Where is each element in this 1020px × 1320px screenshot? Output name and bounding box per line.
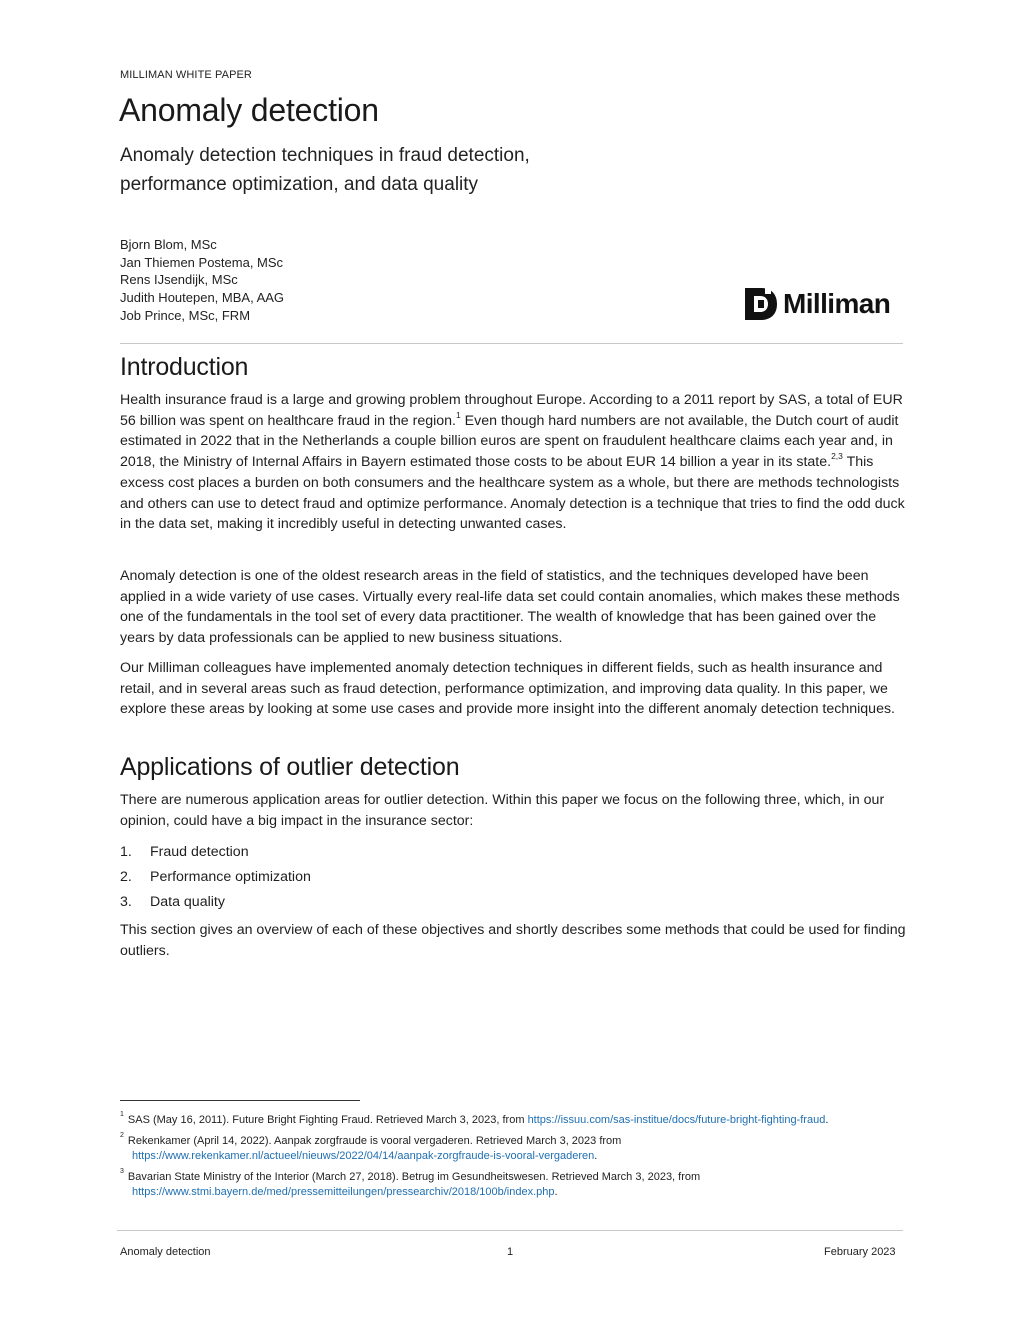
- author: Job Prince, MSc, FRM: [120, 307, 251, 323]
- list-item-number: 3.: [120, 894, 132, 910]
- author: Jan Thiemen Postema, MSc: [120, 254, 284, 270]
- footnote-link[interactable]: https://issuu.com/sas-institue/docs/future-bright-fighting-fraud: [527, 1114, 826, 1126]
- intro-p1-text-b: Even though hard numbers are not available, the Dutch court of audit estimated in 2022 that in the Netherlands a couple billion euros are spent on fraudulent healthcare claims each year and, in 2018, the Ministry of Internal Affairs in Bayern estimated those costs to be about EUR 14 billion a year in its state.: [120, 412, 899, 471]
- footer-title: Anomaly detection: [120, 1246, 211, 1258]
- footnote-link[interactable]: https://www.rekenkamer.nl/actueel/nieuws/2022/04/14/aanpak-zorgfraude-is-vooral-vergaderen: [132, 1150, 595, 1162]
- footer-divider: [117, 1230, 903, 1231]
- milliman-logo-icon: [745, 288, 777, 320]
- footnote-tail: .: [554, 1186, 558, 1198]
- list-item-label: Fraud detection: [150, 844, 249, 860]
- footnote-1: [120, 1113, 910, 1128]
- footnote-tail: .: [594, 1150, 598, 1162]
- page-title: Anomaly detection: [119, 92, 379, 128]
- footnote-3: [120, 1170, 910, 1200]
- footnote-ref-2-3[interactable]: 2,3: [831, 451, 843, 462]
- milliman-logo: [745, 287, 903, 321]
- footnote-text: SAS (May 16, 2011). Future Bright Fighting Fraud. Retrieved March 3, 2023, from: [127, 1114, 528, 1126]
- subtitle-line-2: performance optimization, and data quality: [120, 174, 479, 195]
- paper-kicker: MILLIMAN WHITE PAPER: [120, 69, 252, 81]
- list-item: [120, 890, 311, 915]
- author: Bjorn Blom, MSc: [120, 237, 217, 252]
- footnote-number: 3: [120, 1168, 124, 1176]
- footnote-ref-1[interactable]: 1: [456, 409, 461, 420]
- footnote-2: [120, 1134, 910, 1164]
- footer-date: February 2023: [824, 1246, 896, 1258]
- list-item: [120, 840, 311, 865]
- intro-paragraph-2: Anomaly detection is one of the oldest research areas in the field of statistics, and the techniques developed have been applied in a wide variety of use cases. Virtually every real-life data set could contain anomalies, which makes these methods one of the fundamentals in the tool set of every data practitioner. The wealth of knowledge that has been gained over the years by data professionals can be applied to new business situations.: [120, 568, 900, 647]
- intro-p1-text-c: This excess cost places a burden on both consumers and the healthcare system as a whole, but there are methods technologists and others can use to detect fraud and optimize performance. Anomaly detection is a technique that tries to find the odd duck in the data set, making it incredibly useful in detecting unwanted cases.: [120, 454, 905, 533]
- intro-paragraph-1: [120, 390, 910, 535]
- logo-wordmark: Milliman: [783, 288, 891, 319]
- list-item-label: Performance optimization: [150, 869, 311, 885]
- subtitle-line-1: Anomaly detection techniques in fraud detection,: [120, 145, 530, 166]
- author: Judith Houtepen, MBA, AAG: [120, 290, 285, 306]
- list-item: [120, 865, 311, 890]
- list-item-label: Data quality: [150, 894, 225, 910]
- footnote-text: Bavarian State Ministry of the Interior (March 27, 2018). Betrug im Gesundheitswesen. Retrieved March 3, 2023, from: [127, 1171, 701, 1183]
- list-item-number: 1.: [120, 844, 132, 860]
- applications-paragraph-1: There are numerous application areas for outlier detection. Within this paper we focus on the following three, which, in our opinion, could have a big impact in the insurance sector:: [120, 792, 885, 829]
- footnote-number: 1: [120, 1111, 124, 1119]
- list-item-number: 2.: [120, 869, 132, 885]
- objectives-list: [120, 840, 311, 915]
- section-heading-applications: Applications of outlier detection: [120, 753, 460, 781]
- footnote-number: 2: [120, 1132, 124, 1140]
- intro-paragraph-3: Our Milliman colleagues have implemented anomaly detection techniques in different fields, such as health insurance and retail, and in several areas such as fraud detection, performance optimization, and improving data quality. In this paper, we explore these areas by looking at some use cases and provide more insight into the different anomaly detection techniques.: [120, 660, 895, 718]
- footer-page-number: 1: [507, 1246, 514, 1258]
- footnote-text: Rekenkamer (April 14, 2022). Aanpak zorgfraude is vooral vergaderen. Retrieved March 3, 2023 from: [127, 1135, 622, 1147]
- footnote-tail: .: [825, 1114, 829, 1126]
- applications-paragraph-2: This section gives an overview of each of these objectives and shortly describes some methods that could be used for finding outliers.: [120, 922, 906, 959]
- intro-p1-text-a: Health insurance fraud is a large and growing problem throughout Europe. According to a 2011 report by SAS, a total of EUR 56 billion was spent on healthcare fraud in the region.: [120, 392, 903, 429]
- author: Rens IJsendijk, MSc: [120, 272, 238, 288]
- section-heading-introduction: Introduction: [120, 353, 249, 381]
- footnote-divider: [120, 1100, 360, 1101]
- header-divider: [120, 343, 903, 344]
- footnote-link[interactable]: https://www.stmi.bayern.de/med/pressemitteilungen/pressearchiv/2018/100b/index.php: [132, 1186, 555, 1198]
- author-list: [120, 236, 284, 325]
- page-subtitle: [120, 141, 680, 199]
